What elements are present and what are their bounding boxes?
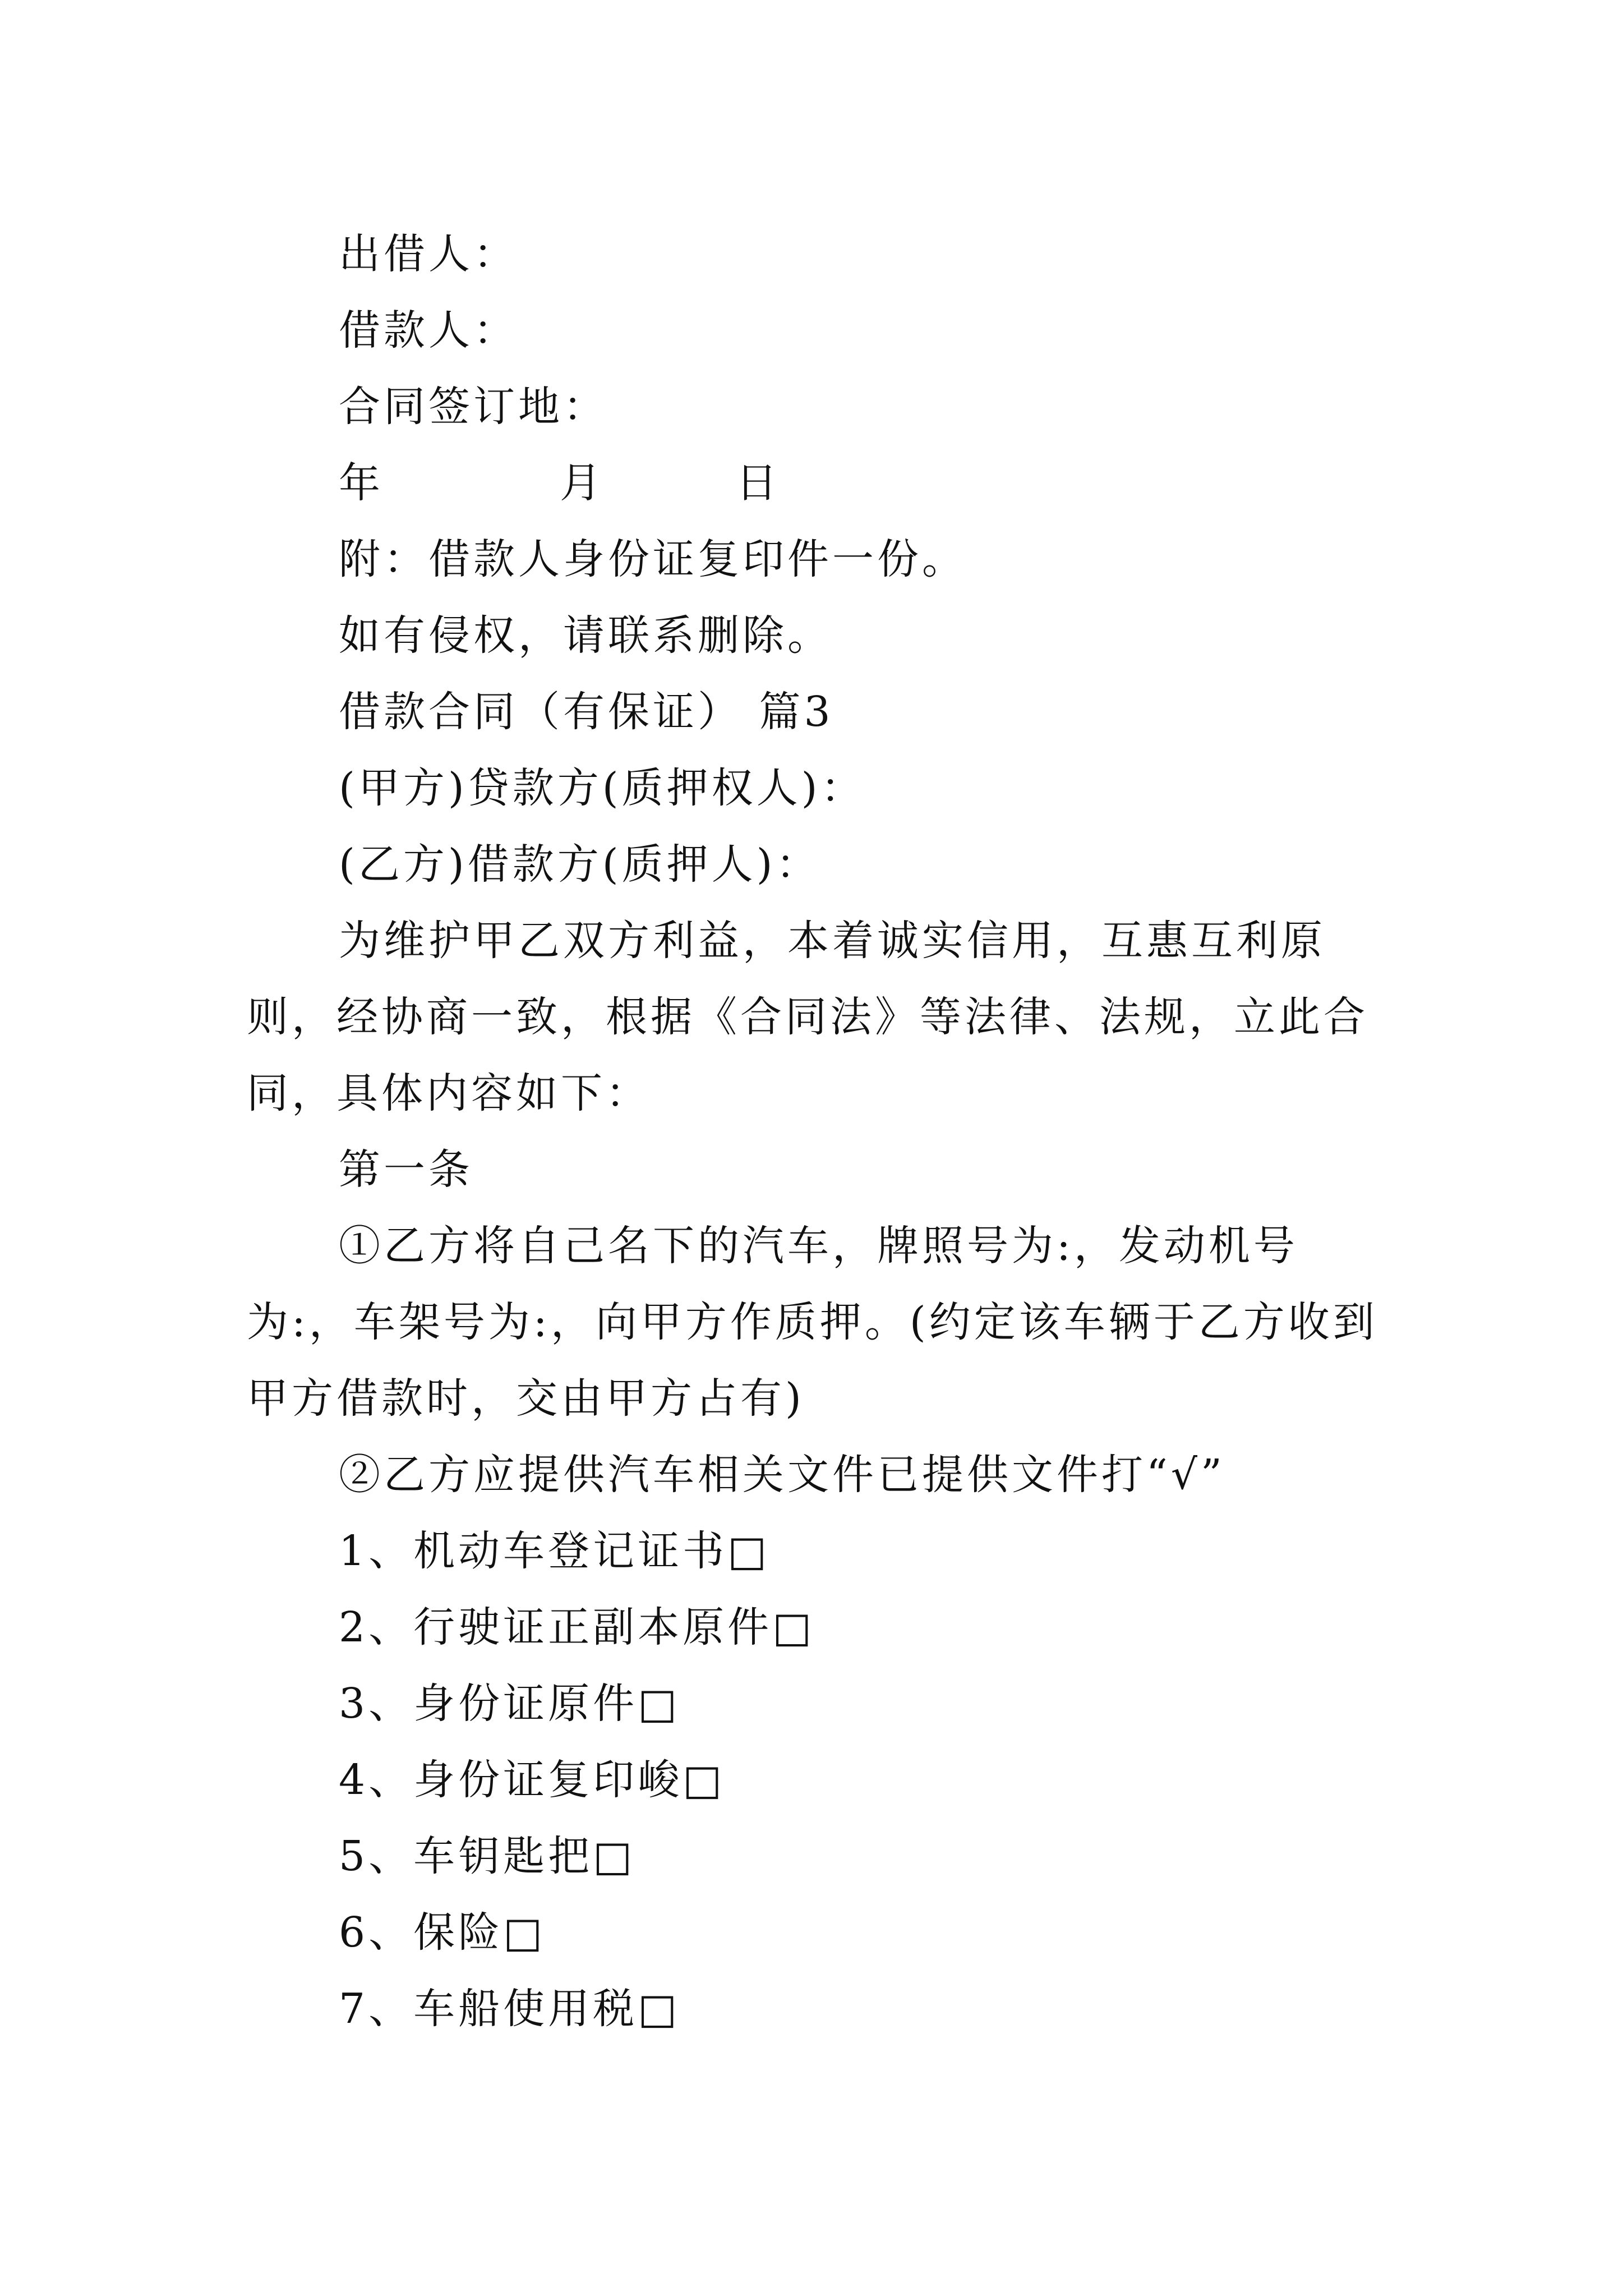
lender-line: 出借人： xyxy=(339,230,518,278)
date-day: 日 xyxy=(736,459,781,507)
clause2-line: ②乙方应提供汽车相关文件已提供文件打“√” xyxy=(339,1451,1225,1499)
date-month: 月 xyxy=(560,459,605,507)
borrower-line: 借款人： xyxy=(339,306,518,355)
documents-list-item: 4、身份证复印峻□ xyxy=(339,1756,725,1804)
date-year: 年 xyxy=(339,459,384,507)
preamble-paragraph: 为维护甲乙双方利益，本着诚实信用，互惠互利原则，经协商一致，根据《合同法》等法律、法规，立此合同，具体内容如下： xyxy=(247,917,1368,1117)
documents-list-item: 1、机动车登记证书□ xyxy=(339,1527,770,1575)
clause1-paragraph: ①乙方将自己名下的汽车，牌照号为:，发动机号为:，车架号为:，向甲方作质押。(约定该车辆于乙方收到甲方借款时，交由甲方占有) xyxy=(247,1222,1378,1423)
signing-place-line: 合同签订地： xyxy=(339,383,608,431)
documents-list-item: 2、行驶证正副本原件□ xyxy=(339,1603,815,1651)
attachment-line: 附：借款人身份证复印件一份。 xyxy=(339,535,967,583)
date-line xyxy=(247,445,1402,521)
section-title: 借款合同（有保证） 篇3 xyxy=(339,688,834,736)
documents-list-item: 3、身份证原件□ xyxy=(339,1680,680,1728)
contract-text xyxy=(247,216,1402,2047)
notice-line: 如有侵权，请联系删除。 xyxy=(339,611,832,660)
party-a-line: (甲方)贷款方(质押权人)： xyxy=(339,764,866,812)
documents-list-item: 6、保险□ xyxy=(339,1908,546,1957)
documents-list-item: 5、车钥匙把□ xyxy=(339,1832,635,1880)
article1-title: 第一条 xyxy=(339,1145,473,1194)
documents-list-item: 7、车船使用税□ xyxy=(339,1985,680,2033)
party-b-line: (乙方)借款方(质押人)： xyxy=(339,840,821,889)
